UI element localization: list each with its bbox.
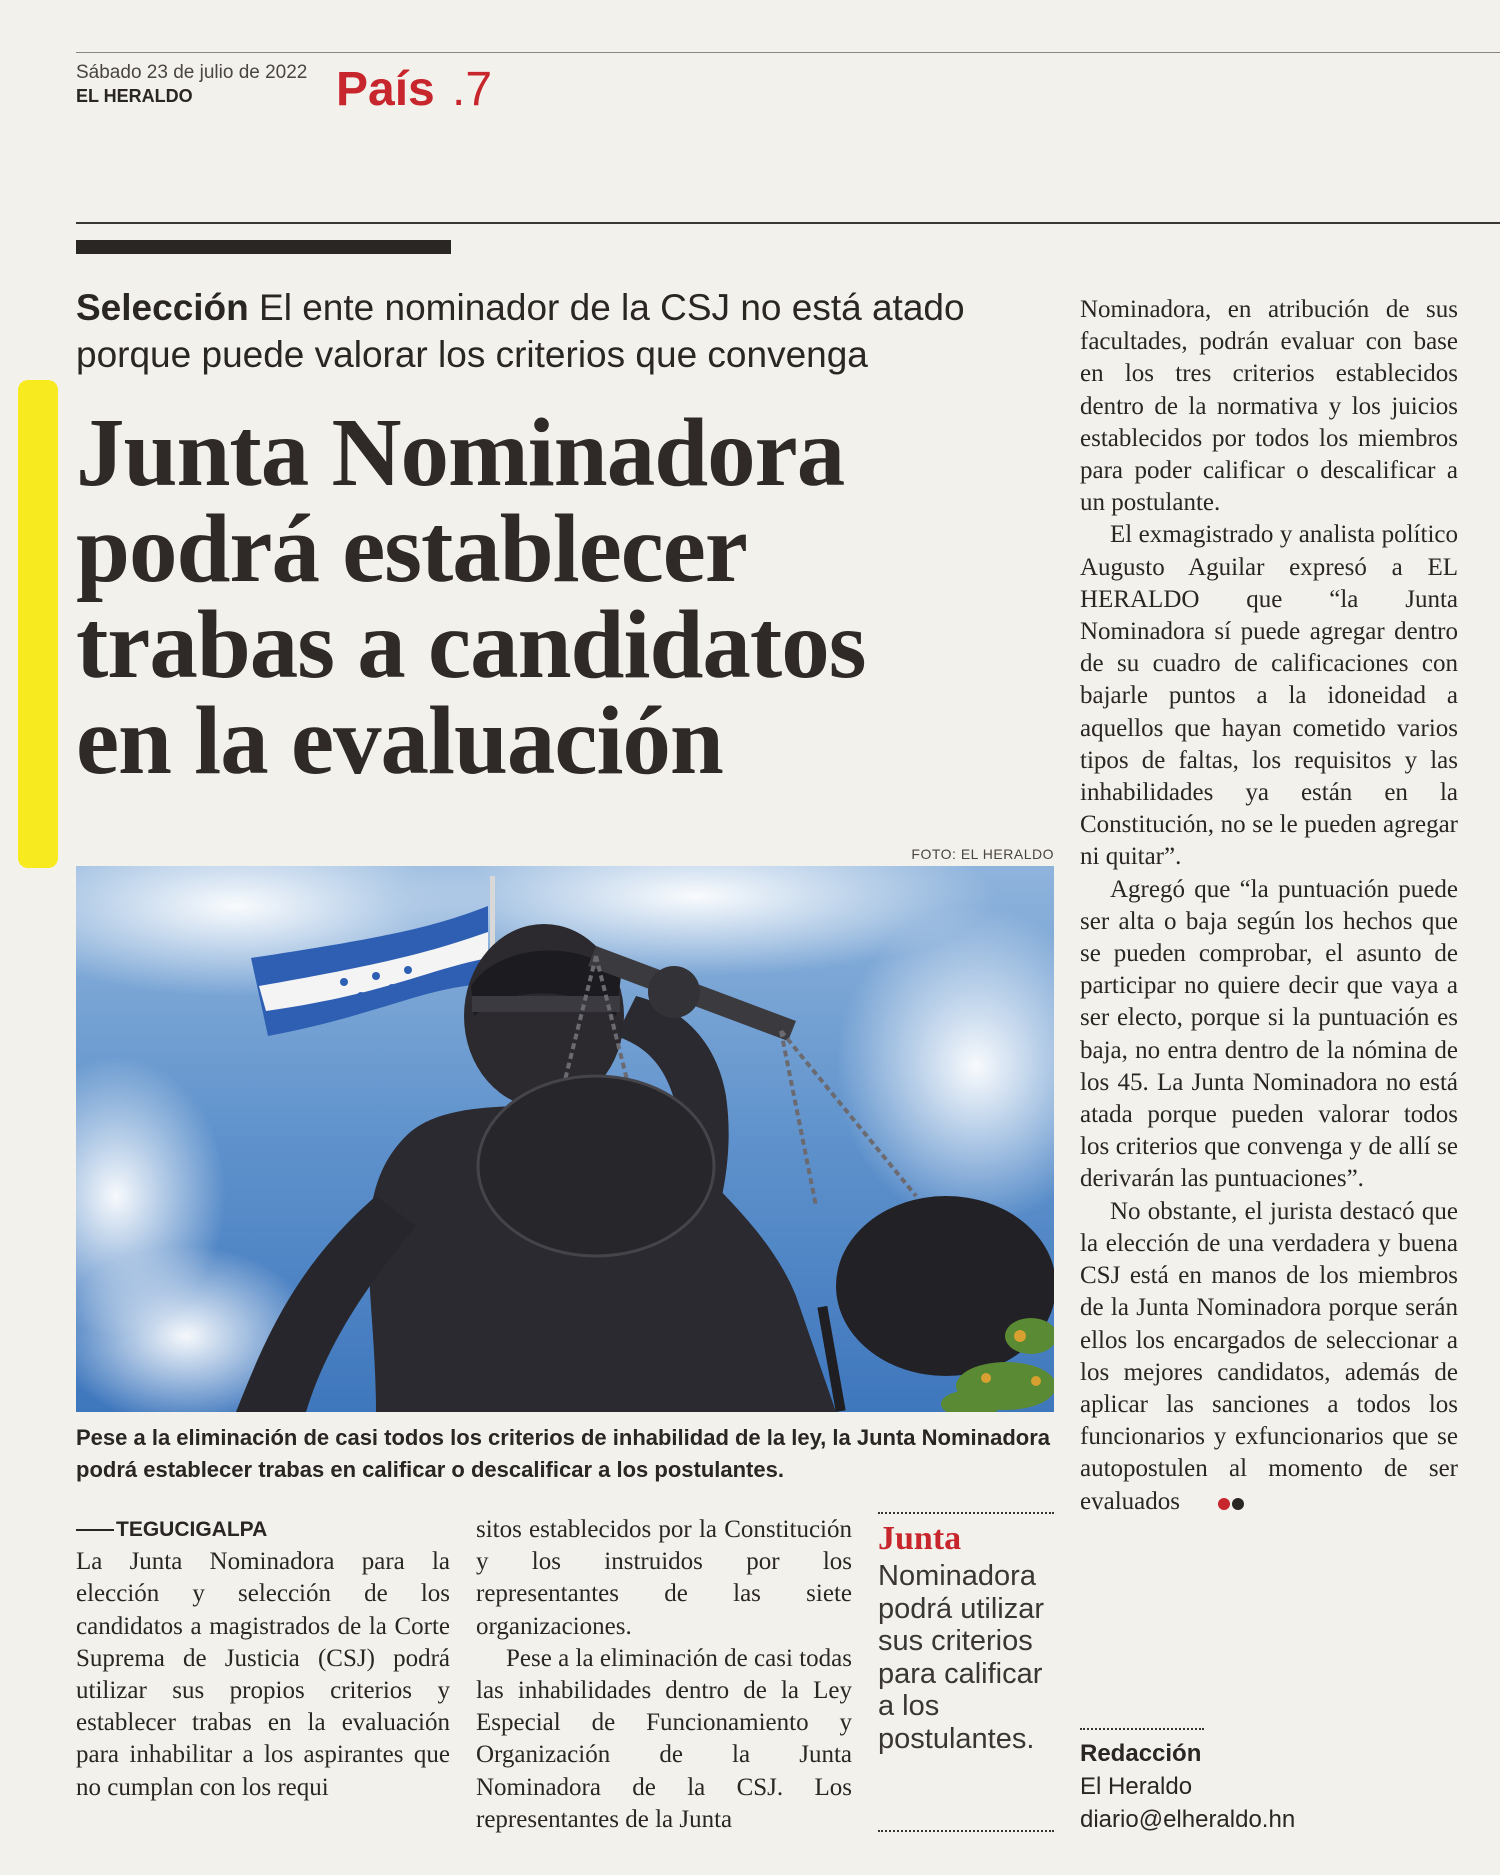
pull-quote-bottom-rule [878,1830,1054,1832]
kicker-label: Selección [76,287,249,328]
kicker [76,284,1036,378]
end-mark-icon [1186,1487,1244,1519]
closing-paragraph-text: No obstante, el jurista destacó que la elección de una verdadera y buena CSJ está en manos de los miembros de la Junta Nominadora porque serán ellos los encargados de seleccionar a los mejores candidatos, además de aplicar las sanciones a todos los funcionarios y exfuncionarios que se autopostulen al momento de ser evaluados [1080,1197,1458,1515]
top-rule [76,52,1500,53]
issue-date: Sábado 23 de julio de 2022 [76,62,308,83]
article-paragraph: El exmagistrado y analista político Augusto Aguilar expresó a EL HERALDO que “la Junta Nominadora sí puede agregar dentro de su cuadro de calificaciones con bajarle puntos a la idoneidad a aquellos que hayan cometido varios tipos de faltas, los requisitos y las inhabilidades ya están en la Constitución, no se le pueden agregar ni quitar”. [1080,521,1458,871]
byline-title: Redacción [1080,1740,1202,1767]
article-paragraph: sitos establecidos por la Constitución y los instruidos por los representantes de las siete organizaciones. [476,1516,852,1640]
headline-line: trabas a candidatos [76,591,866,698]
headline-line: podrá establecer [76,495,747,602]
dateline-text: TEGUCIGALPA [116,1518,268,1541]
article-paragraph: La Junta Nominadora para la elección y selección de los candidatos a magistrados de la Corte Suprema de Justicia (CSJ) podrá utilizar sus propios criterios y establecer trabas en la evaluación para inhabilitar a los aspirantes que no cumplan con los requi [76,1548,450,1801]
article-column-1 [76,1514,450,1804]
article-photo [76,866,1054,1412]
byline-email[interactable]: diario@elheraldo.hn [1080,1806,1296,1833]
header-rule [76,222,1500,224]
article-column-2 [476,1514,852,1836]
photo-caption: Pese a la eliminación de casi todos los criterios de inhabilidad de la ley, la Junta Nominadora podrá establecer trabas en calificar o descalificar a los postulantes. [76,1425,1051,1482]
justice-statue-photo [76,866,1054,1412]
section-name: País [336,63,435,116]
byline-rule [1080,1728,1204,1730]
headline [76,399,1076,794]
article-paragraph: Pese a la eliminación de casi todas las inhabilidades dentro de la Ley Especial de Funcionamiento y Organización de la Junta Nominadora de la CSJ. Los representantes de la Junta [476,1644,852,1833]
dateline [76,1514,450,1546]
newspaper-name: EL HERALDO [76,86,193,106]
article-paragraph: Nominadora, en atribución de sus facultades, podrán evaluar con base en los tres criterios establecidos dentro de la normativa y los juicios establecidos por todos los miembros para poder calificar o descalificar a un postulante. [1080,296,1458,517]
pull-quote-top-rule [878,1512,1054,1514]
headline-line: en la evaluación [76,687,723,794]
article-paragraph [1080,1196,1458,1519]
article-column-3 [1080,294,1458,1519]
article-paragraph: Agregó que “la puntuación puede ser alta o baja según los hechos que se pueden comprobar, el asunto de participar no quiere decir que vaya a ser electo, porque si la puntuación es baja, no entra dentro de la nómina de los 45. La Junta Nominadora no está atada porque pueden valorar todos los criterios que convenga y de allí se derivarán las puntuaciones”. [1080,875,1458,1193]
page-number: .7 [452,63,493,116]
kicker-bar [76,240,451,254]
headline-line: Junta Nominadora [76,399,845,506]
pull-quote-text: Nominadora podrá utilizar sus criterios para calificar a los postulantes. [878,1560,1045,1755]
pull-quote-title: Junta [878,1520,962,1557]
dateline-dash [76,1529,114,1531]
kicker-text: El ente nominador de la CSJ no está atado porque puede valorar los criterios que convenga [76,287,965,375]
byline-paper: El Heraldo [1080,1773,1193,1800]
photo-credit: FOTO: EL HERALDO [911,846,1054,862]
highlighter-mark [18,380,58,868]
